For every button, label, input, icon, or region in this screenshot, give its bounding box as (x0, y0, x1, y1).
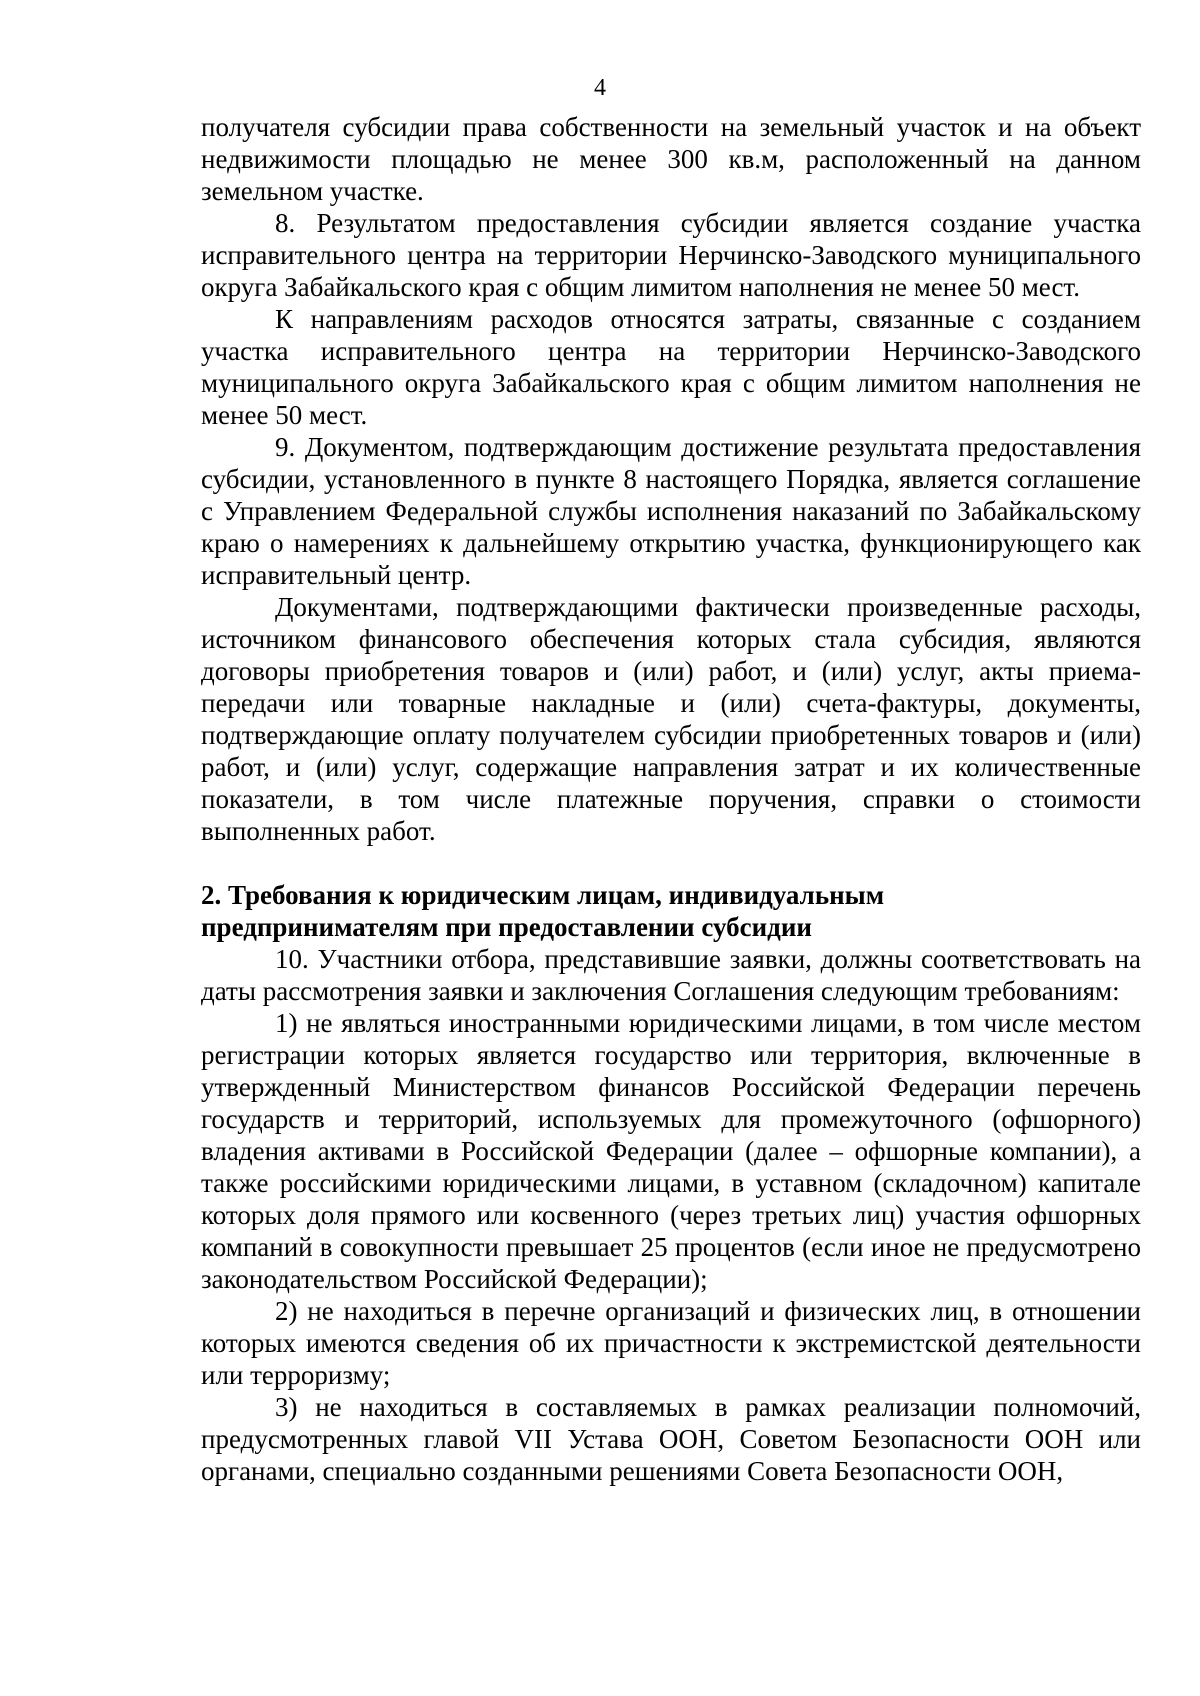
section-spacer (201, 847, 1141, 879)
paragraph-item-9: 9. Документом, подтверждающим достижение результата предоставления субсидии, установленного в пункте 8 настоящего Порядка, является соглашение с Управлением Федеральной службы исполнения наказаний по Забайкальскому краю о намерениях к дальнейшему открытию участка, функционирующего как исправительный центр. (201, 432, 1141, 590)
paragraph-item-10-1: 1) не являться иностранными юридическими лицами, в том числе местом регистрации которых является государство или территория, включенные в утвержденный Министерством финансов Российской Федерации перечень государств и территорий, используемых для промежуточного (офшорного) владения активами в Российской Федерации (далее – офшорные компании), а также российскими юридическими лицами, в уставном (складочном) капитале которых доля прямого или косвенного (через третьих лиц) участия офшорных компаний в совокупности превышает 25 процентов (если иное не предусмотрено законодательством Российской Федерации); (201, 1008, 1141, 1294)
paragraph-item-8: 8. Результатом предоставления субсидии является создание участка исправительного центра на территории Нерчинско-Заводского муниципального округа Забайкальского края с общим лимитом наполнения не менее 50 мест. (201, 208, 1141, 302)
paragraph-item-10-2: 2) не находиться в перечне организаций и физических лиц, в отношении которых имеются сведения об их причастности к экстремистской деятельности или терроризму; (201, 1296, 1141, 1390)
page-number: 4 (594, 75, 606, 101)
section-title-line-1: 2. Требования к юридическим лицам, индивидуальным (201, 880, 885, 910)
paragraph-item-10: 10. Участники отбора, представившие заявки, должны соответствовать на даты рассмотрения заявки и заключения Соглашения следующим требованиям: (201, 944, 1141, 1006)
paragraph-continuation: получателя субсидии права собственности на земельный участок и на объект недвижимости площадью не менее 300 кв.м, расположенный на данном земельном участке. (201, 112, 1141, 206)
document-body (201, 111, 1141, 1487)
paragraph-item-9-documents: Документами, подтверждающими фактически произведенные расходы, источником финансового обеспечения которых стала субсидия, являются договоры приобретения товаров и (или) работ, и (или) услуг, акты приема-передачи или товарные накладные и (или) счета-фактуры, документы, подтверждающие оплату получателем субсидии приобретенных товаров и (или) работ, и (или) услуг, содержащие направления затрат и их количественные показатели, в том числе платежные поручения, справки о стоимости выполненных работ. (201, 592, 1141, 846)
paragraph-item-8-expenses: К направлениям расходов относятся затраты, связанные с созданием участка исправительного центра на территории Нерчинско-Заводского муниципального округа Забайкальского края с общим лимитом наполнения не менее 50 мест. (201, 304, 1141, 430)
section-heading (201, 879, 1141, 943)
section-title-line-2: предпринимателям при предоставлении субсидии (201, 912, 812, 942)
paragraph-item-10-3: 3) не находиться в составляемых в рамках реализации полномочий, предусмотренных главой VII Устава ООН, Советом Безопасности ООН или органами, специально созданными решениями Совета Безопасности ООН, (201, 1392, 1141, 1486)
